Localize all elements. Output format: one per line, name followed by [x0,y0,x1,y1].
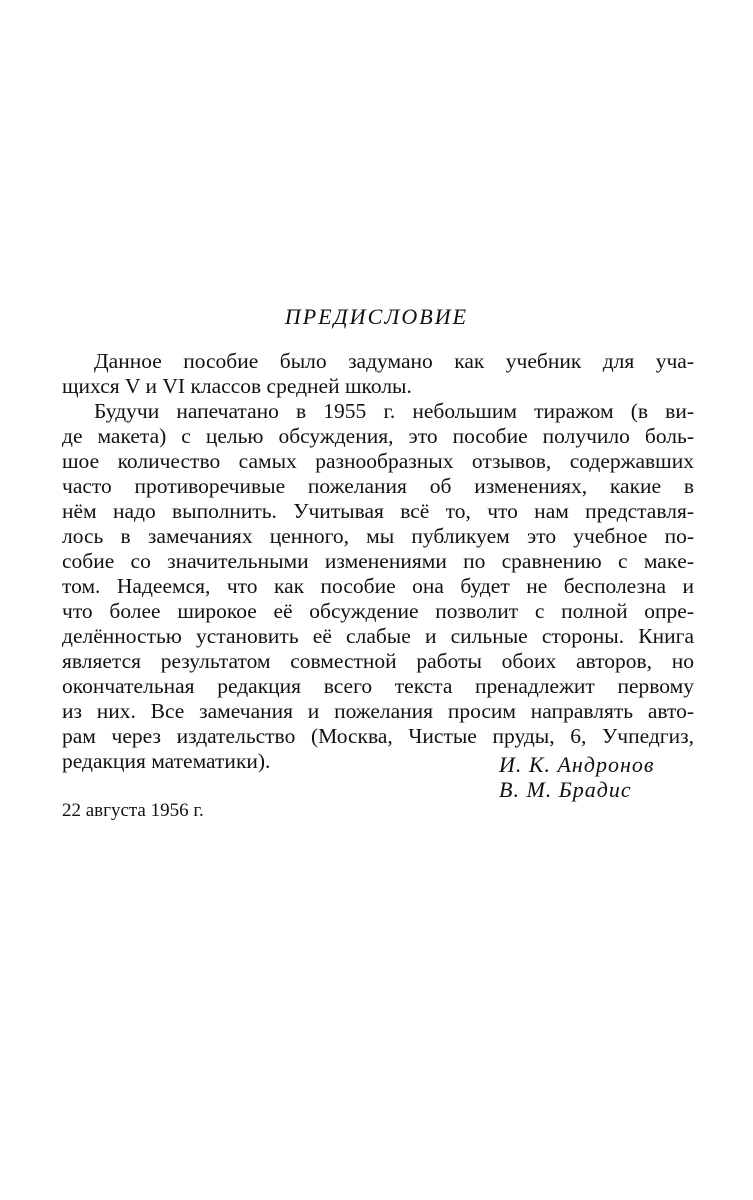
preface-date: 22 августа 1956 г. [62,800,204,821]
text-line: рам через издательство (Москва, Чистые пруды, 6, Учпедгиз, [62,724,694,748]
text-line: делённостью установить её слабые и сильные стороны. Книга [62,624,694,648]
text-line: Данное пособие было задумано как учебник для уча- [94,349,694,373]
text-line: Будучи напечатано в 1955 г. небольшим тиражом (в ви- [94,399,694,423]
page-title: ПРЕДИСЛОВИЕ [284,304,469,329]
text-line: часто противоречивые пожелания об изменениях, какие в [62,474,694,498]
author-signature: И. К. Андронов [499,752,655,777]
text-line: что более широкое её обсуждение позволит с полной опре- [62,599,694,623]
text-line: том. Надеемся, что как пособие она будет не бесполезна и [62,574,694,598]
text-line: нём надо выполнить. Учитывая всё то, что нам представля- [62,499,694,523]
text-line: щихся V и VI классов средней школы. [62,374,412,398]
text-line: де макета) с целью обсуждения, это пособие получило боль- [62,424,694,448]
text-line: является результатом совместной работы обоих авторов, но [62,649,694,673]
text-line: редакция математики). [62,749,271,773]
text-line: шое количество самых разнообразных отзывов, содержавших [62,449,694,473]
text-line: из них. Все замечания и пожелания просим направлять авто- [62,699,694,723]
text-line: собие со значительными изменениями по сравнению с макe- [62,549,694,573]
text-line: окончательная редакция всего текста пренадлежит первому [62,674,694,698]
text-line: лось в замечаниях ценного, мы публикуем это учебное по- [62,524,694,548]
author-signature: В. М. Брадис [499,777,632,802]
